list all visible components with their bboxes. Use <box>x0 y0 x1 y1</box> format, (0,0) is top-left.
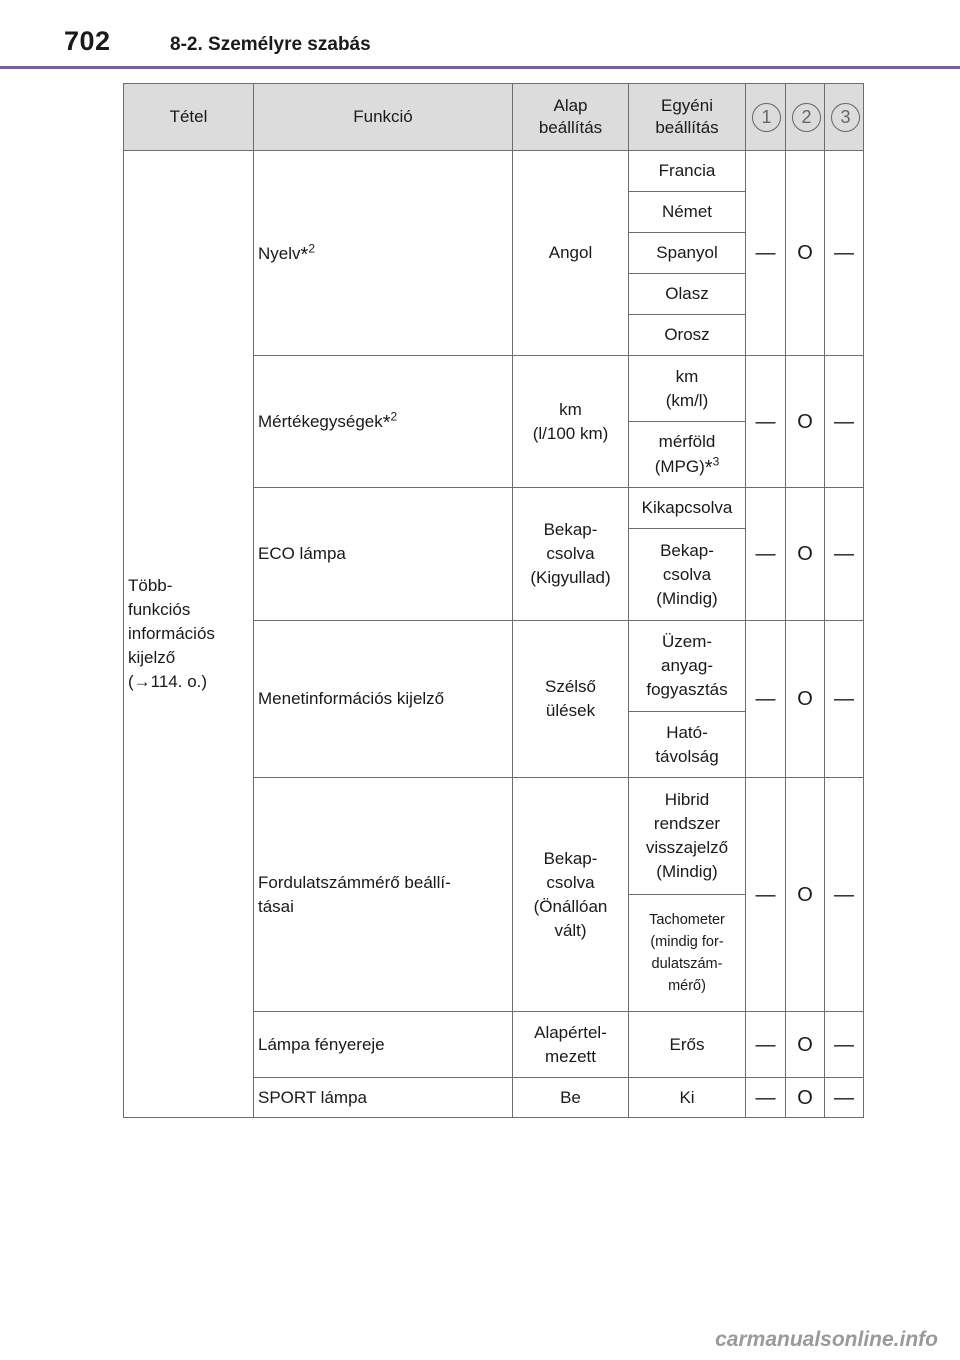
option-cell: Hibrid rendszer visszajelző (Mindig) <box>629 778 746 895</box>
header-col-3 <box>825 84 864 151</box>
mark-circle: O <box>786 1012 825 1078</box>
table-header-row <box>124 84 864 151</box>
item-label: Több- funkciós információs kijelző (→114. o.) <box>124 151 254 1118</box>
mark-dash: — <box>746 151 786 356</box>
circled-1-icon: 1 <box>752 103 781 132</box>
mark-circle: O <box>786 621 825 778</box>
option-cell: Ki <box>629 1078 746 1118</box>
mark-circle: O <box>786 1078 825 1118</box>
mark-dash: — <box>825 151 864 356</box>
mark-dash: — <box>746 1078 786 1118</box>
mark-circle: O <box>786 778 825 1012</box>
function-cell: SPORT lámpa <box>254 1078 513 1118</box>
function-cell: ECO lámpa <box>254 488 513 621</box>
function-cell: Menetinformációs kijelző <box>254 621 513 778</box>
default-cell: Alapértel- mezett <box>513 1012 629 1078</box>
function-cell: Lámpa fényereje <box>254 1012 513 1078</box>
settings-table <box>123 83 864 1118</box>
option-cell: km (km/l) <box>629 356 746 422</box>
default-cell: Szélső ülések <box>513 621 629 778</box>
circled-3-icon: 3 <box>831 103 860 132</box>
option-cell: Francia <box>629 151 746 192</box>
option-cell: Olasz <box>629 274 746 315</box>
option-cell: Tachometer (mindig for- dulatszám- mérő) <box>629 895 746 1012</box>
mark-dash: — <box>746 778 786 1012</box>
mark-dash: — <box>825 778 864 1012</box>
header-custom-setting: Egyéni beállítás <box>629 84 746 151</box>
mark-dash: — <box>825 488 864 621</box>
option-cell: Spanyol <box>629 233 746 274</box>
table-row <box>124 151 864 192</box>
header-item: Tétel <box>124 84 254 151</box>
default-cell: Be <box>513 1078 629 1118</box>
mark-circle: O <box>786 488 825 621</box>
function-cell: Mértékegységek*$^2$ <box>254 356 513 488</box>
function-cell: Fordulatszámmérő beállí- tásai <box>254 778 513 1012</box>
function-cell: Nyelv*$^2$ <box>254 151 513 356</box>
mark-circle: O <box>786 151 825 356</box>
option-cell: Erős <box>629 1012 746 1078</box>
mark-dash: — <box>746 621 786 778</box>
option-cell: Német <box>629 192 746 233</box>
mark-dash: — <box>746 1012 786 1078</box>
option-cell: Üzem- anyag- fogyasztás <box>629 621 746 712</box>
mark-circle: O <box>786 356 825 488</box>
header-function: Funkció <box>254 84 513 151</box>
option-cell: Orosz <box>629 315 746 356</box>
page-header <box>0 0 960 69</box>
header-col-1 <box>746 84 786 151</box>
mark-dash: — <box>825 1078 864 1118</box>
mark-dash: — <box>746 356 786 488</box>
option-cell: Ható- távolság <box>629 712 746 778</box>
header-default-setting: Alap beállítás <box>513 84 629 151</box>
mark-dash: — <box>746 488 786 621</box>
circled-2-icon: 2 <box>792 103 821 132</box>
default-cell: km (l/100 km) <box>513 356 629 488</box>
page-number: 702 <box>64 26 111 56</box>
option-cell: Kikapcsolva <box>629 488 746 529</box>
option-cell: mérföld (MPG)*$^3$ <box>629 422 746 488</box>
mark-dash: — <box>825 356 864 488</box>
section-title: 8-2. Személyre szabás <box>170 34 371 55</box>
mark-dash: — <box>825 621 864 778</box>
mark-dash: — <box>825 1012 864 1078</box>
default-cell: Bekap- csolva (Önállóan vált) <box>513 778 629 1012</box>
header-col-2 <box>786 84 825 151</box>
default-cell: Angol <box>513 151 629 356</box>
watermark: carmanualsonline.info <box>715 1328 938 1351</box>
option-cell: Bekap- csolva (Mindig) <box>629 529 746 621</box>
default-cell: Bekap- csolva (Kigyullad) <box>513 488 629 621</box>
